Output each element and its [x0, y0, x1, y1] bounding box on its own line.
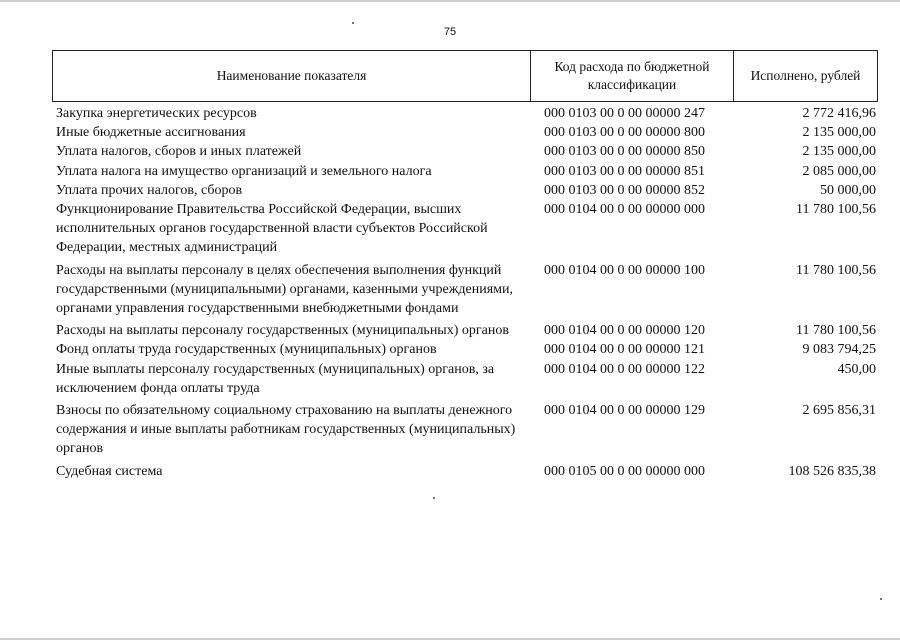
- row-name: Судебная система: [56, 463, 163, 479]
- table-row: [56, 340, 878, 359]
- row-name: Иные бюджетные ассигнования: [56, 125, 246, 141]
- row-amount: 2 135 000,00: [802, 144, 876, 160]
- table-body: [56, 104, 878, 481]
- row-name: Иные выплаты персоналу государственных (муниципальных) органов, за исключением фонда оплаты труда: [56, 361, 495, 396]
- table-row: [56, 321, 878, 340]
- row-amount: 9 083 794,25: [802, 342, 876, 358]
- table-row: [56, 181, 878, 200]
- row-name: Закупка энергетических ресурсов: [56, 106, 257, 121]
- header-name: Наименование показателя: [53, 51, 531, 101]
- row-amount: 50 000,00: [820, 182, 876, 198]
- row-amount: 2 695 856,31: [802, 403, 876, 419]
- table-row: [56, 162, 878, 181]
- row-code: 000 0104 00 0 00 00000 129: [544, 403, 705, 419]
- page-number: 75: [443, 26, 457, 38]
- row-code: 000 0104 00 0 00 00000 100: [544, 262, 705, 278]
- row-code: 000 0104 00 0 00 00000 121: [544, 342, 705, 358]
- row-name: Расходы на выплаты персоналу государственных (муниципальных) органов: [56, 323, 509, 339]
- row-name: Фонд оплаты труда государственных (муниципальных) органов: [56, 342, 437, 358]
- row-amount: 2 085 000,00: [802, 163, 876, 179]
- row-name: Уплата налога на имущество организаций и земельного налога: [56, 163, 432, 179]
- table-row: [56, 360, 878, 398]
- table-row: [56, 261, 878, 319]
- row-name: Функционирование Правительства Российской Федерации, высших исполнительных органов государственной власти субъектов Российской Федерации, местных администраций: [56, 202, 488, 256]
- table-row: [56, 123, 878, 142]
- row-name: Взносы по обязательному социальному страхованию на выплаты денежного содержания и иные выплаты работникам государственных (муниципальных) органов: [56, 403, 516, 457]
- row-amount: 11 780 100,56: [796, 202, 876, 218]
- table-row: [56, 200, 878, 258]
- row-code: 000 0104 00 0 00 00000 120: [544, 323, 705, 339]
- table-row: [56, 104, 878, 123]
- row-name: Уплата налогов, сборов и иных платежей: [56, 144, 302, 160]
- row-code: 000 0105 00 0 00 00000 000: [544, 463, 705, 479]
- scan-speck: [880, 598, 882, 600]
- row-code: 000 0104 00 0 00 00000 000: [544, 202, 705, 218]
- row-amount: 108 526 835,38: [788, 463, 876, 479]
- table-row: [56, 142, 878, 161]
- row-code: 000 0103 00 0 00 00000 800: [544, 125, 705, 141]
- row-amount: 450,00: [837, 361, 876, 377]
- header-code: Код расхода по бюджетной классификации: [531, 51, 734, 101]
- row-name: Расходы на выплаты персоналу в целях обеспечения выполнения функций государственными (муниципальными) органами, казенными учреждениями, органами управления государственными внебюджетными фондами: [56, 262, 513, 317]
- row-amount: 2 135 000,00: [802, 125, 876, 141]
- row-code: 000 0103 00 0 00 00000 850: [544, 144, 705, 160]
- row-amount: 11 780 100,56: [796, 262, 876, 278]
- row-code: 000 0103 00 0 00 00000 247: [544, 106, 705, 121]
- row-name: Уплата прочих налогов, сборов: [56, 182, 243, 198]
- scan-speck: [433, 497, 435, 499]
- row-code: 000 0103 00 0 00 00000 851: [544, 163, 705, 179]
- table-row: [56, 401, 878, 459]
- row-amount: 2 772 416,96: [802, 106, 876, 121]
- row-code: 000 0103 00 0 00 00000 852: [544, 182, 705, 198]
- row-code: 000 0104 00 0 00 00000 122: [544, 361, 705, 377]
- row-amount: 11 780 100,56: [796, 323, 876, 339]
- table-header: [52, 50, 878, 102]
- scan-speck: [352, 22, 354, 24]
- table-row: [56, 462, 878, 481]
- scan-edge-top: [0, 0, 900, 2]
- header-amount: Исполнено, рублей: [750, 68, 861, 83]
